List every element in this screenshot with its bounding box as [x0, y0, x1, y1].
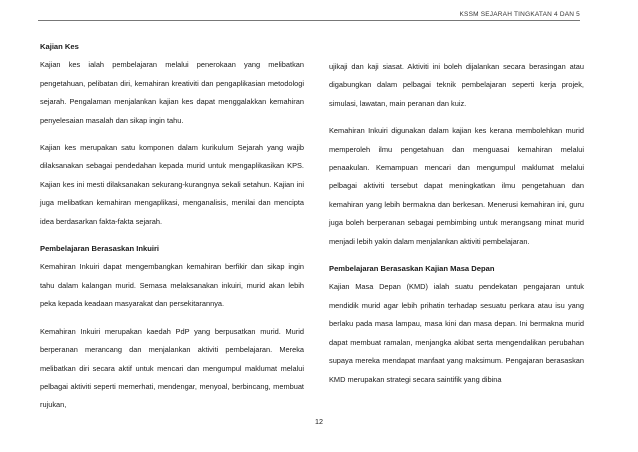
paragraph: Kajian Masa Depan (KMD) ialah suatu pendekatan pengajaran untuk mendidik murid agar lebih prihatin terhadap sesuatu perkara atau isu yang berlaku pada masa lampau, masa kini dan masa depan. Ini bermakna murid dapat membuat ramalan, menjangka akibat serta mengendalikan perubahan supaya mereka mendapat manfaat yang maksimum. Pengajaran berasaskan KMD merupakan strategi secara saintifik yang dibina: [329, 282, 584, 384]
paragraph: Kajian kes ialah pembelajaran melalui penerokaan yang melibatkan pengetahuan, pelibatan diri, kemahiran kreativiti dan pengaplikasian metodologi sejarah. Pengalaman menjalankan kajian kes dapat menggalakkan kemahiran penyelesaian masalah dan sikap ingin tahu.: [40, 60, 304, 125]
paragraph: Kemahiran Inkuiri merupakan kaedah PdP yang berpusatkan murid. Murid berperanan merancang dan menjalankan aktiviti pembelajaran. Mereka melibatkan diri secara aktif untuk mencari dan mengumpul maklumat melalui pelbagai aktiviti seperti memerhati, mendengar, menyoal, berbincang, membuat rujukan,: [40, 326, 304, 410]
page-header: [0, 0, 638, 22]
header-rule: [38, 20, 580, 21]
page-number: 12: [315, 417, 323, 426]
header-title: KSSM SEJARAH TINGKATAN 4 DAN 5: [459, 11, 580, 18]
paragraph: Kemahiran Inkuiri dapat mengembangkan kemahiran berfikir dan sikap ingin tahu dalam kalangan murid. Semasa melaksanakan inkuiri, murid akan lebih peka kepada keadaan masyarakat dan persekitarannya.: [40, 262, 304, 309]
heading-kajian-masa-depan: Pembelajaran Berasaskan Kajian Masa Depan: [329, 264, 495, 274]
left-column: [40, 38, 304, 424]
right-column: [329, 58, 584, 398]
paragraph: ujikaji dan kaji siasat. Aktiviti ini boleh dijalankan secara berasingan atau digabungkan dalam pelbagai teknik pembelajaran seperti kerja projek, simulasi, lawatan, main peranan dan kuiz.: [329, 62, 584, 108]
paragraph: Kajian kes merupakan satu komponen dalam kurikulum Sejarah yang wajib dilaksanakan sebagai pendedahan kepada murid untuk mengaplikasikan KPS. Kajian kes ini mesti dilaksanakan sekurang-kurangnya sekali setahun. Kajian ini juga melibatkan kemahiran mengaplikasi, menganalisis, menilai dan mencipta idea berdasarkan fakta-fakta sejarah.: [40, 143, 304, 226]
paragraph: Kemahiran Inkuiri digunakan dalam kajian kes kerana membolehkan murid memperoleh ilmu pengetahuan dan menguasai kemahiran melalui penaakulan. Kemampuan mencari dan mengumpul maklumat melalui pelbagai aktiviti tersebut dapat meningkatkan ilmu pengetahuan dan kemahiran yang lebih bermakna dan berkesan. Menerusi kemahiran ini, guru juga boleh berperanan sebagai pembimbing untuk merangsang minat murid menjadi lebih yakin dalam menjalankan aktiviti pembelajaran.: [329, 126, 584, 246]
heading-pembelajaran-inkuiri: Pembelajaran Berasaskan Inkuiri: [40, 244, 160, 254]
heading-kajian-kes: Kajian Kes: [40, 42, 79, 51]
